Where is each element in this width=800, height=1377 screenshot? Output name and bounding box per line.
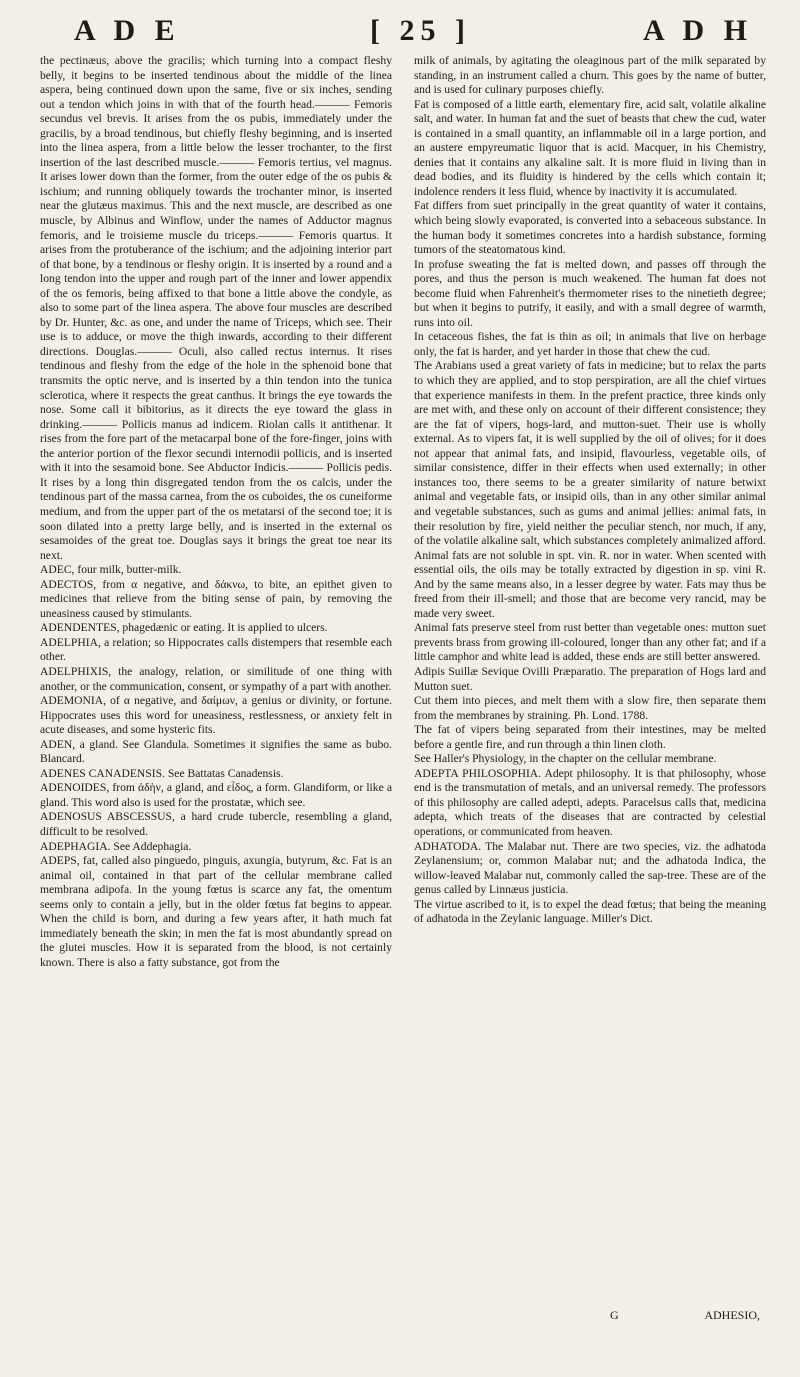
signature-mark: G <box>610 1308 619 1322</box>
paragraph: Adipis Suillæ Sevique Ovilli Præparatio. The preparation of Hogs lard and Mutton suet. <box>414 664 766 693</box>
paragraph: ADELPHIA, a relation; so Hippocrates calls distempers that resemble each other. <box>40 635 392 664</box>
paragraph: In profuse sweating the fat is melted down, and passes off through the pores, and thus the person is much weakened. The human fat does not become fluid when Fahrenheit's thermometer rises to the ninetieth degree; but when it begins to putrify, it easily, and with a small degree of warmth, runs into oil. <box>414 257 766 329</box>
paragraph: ADEC, four milk, butter-milk. <box>40 563 182 577</box>
page-header <box>40 14 766 54</box>
paragraph: Cut them into pieces, and melt them with a slow fire, then separate them from the membranes by straining. Ph. Lond. 1788. <box>414 694 766 722</box>
paragraph: ADENES CANADENSIS. See Battatas Canadensis. <box>40 766 284 780</box>
paragraph: ADENOIDES, from ἀδὴν, a gland, and εἶδος, a form. Glandiform, or like a gland. This word also is used for the prostatæ, which see. <box>40 781 392 809</box>
page-footer <box>610 1308 760 1323</box>
paragraph: the pectinæus, above the gracilis; which turning into a compact fleshy belly, it begins to be inserted tendinous about the middle of the linea aspera, being continued down upon the same, five or six inches, sending out a tendon which joins in with that of the fourth head.——— Femoris secundus vel brevis. It arises from the os pubis, immediately under the gracilis, by a broad tendinous, but chiefly fleshy beginning, and is inserted into the linea aspera, from a little below the lesser trochanter, to the first insertion of the last described muscle.——— Femoris tertius, vel magnus. It arises lower down than the former, from the outer edge of the os pubis & ischium; and running obliquely towards the trochanter minor, is inserted near the glutæus maximus. This and the next muscle, are described as one muscle, by Albinus and Winflow, under the names of Adductor magnus femoris, and le troisieme muscle du triceps.——— Femoris quartus. It arises from the protuberance of the ischium; and the adjoining interior part of that bone, by a tendinous or fleshy origin. It is inserted by a round and a long tendon into the upper and rough part of the inner and lower appendix of the os femoris, being affixed to that bone a little above the condyle, as also to some part of the linea aspera. The above four muscles are described by Dr. Hunter, &c. as one, and under the name of Triceps, which see. Their use is to adduce, or move the thigh inwards, according to their different directions. Douglas.——— Oculi, also called rectus internus. It rises tendinous and fleshy from the edge of the hole in the sphenoid bone that transmits the optic nerve, and is inserted by a thin tendon into the tunica sclerotica, where it respects the great canthus. It brings the eye towards the nose. Some call it bibitorius, as it directs the eye toward the glass in drinking.——— Pollicis manus ad indicem. Riolan calls it antithenar. It rises from the fore part of the metacarpal bone of the fore-finger, joins with the anterior portion of the flexor secundi internodii pollicis, and is inserted with it into the sesamoid bone. See Abductor Indicis.——— Pollicis pedis. It rises by a long thin disgregated tendon from the os calcis, under the tendinous part of the massa carnea, from the os cuboides, the os cuneiforme medium, and from the upper part of the os metatarsi of the second toe; it is soon dilated into a pretty large belly, and is inserted in the external os sesamoides of the great toe. Douglas says it brings the great toe near its next. <box>40 54 392 562</box>
paragraph: Animal fats preserve steel from rust better than vegetable ones: mutton suet prevents brass from growing ill-coloured, longer than any other fat; and if a little camphor and white lead is added, these ends are still better answered. <box>414 621 766 664</box>
running-head-left: A D E <box>74 14 181 47</box>
paragraph: ADEN, a gland. See Glandula. Sometimes it signifies the same as bubo. Blancard. <box>40 737 392 766</box>
paragraph: The fat of vipers being separated from their intestines, may be melted before a gentle fire, and run through a thin linen cloth. <box>414 723 766 751</box>
catchword: ADHESIO, <box>704 1308 760 1322</box>
paragraph: milk of animals, by agitating the oleaginous part of the milk separated by standing, in an instrument called a churn. This goes by the name of butter, and is used for culinary purposes chiefly. <box>414 54 766 97</box>
paragraph: Animal fats are not soluble in spt. vin. R. nor in water. When scented with essential oils, the oils may be totally extracted by digestion in sp. vini R. And by the same means also, in a lesser degree by water. Fats may thus be freed from their ill-smell; and those that are become very rancid, may be made very sweet. <box>414 548 766 620</box>
running-head-right: A D H <box>643 14 754 47</box>
paragraph: ADEPHAGIA. See Addephagia. <box>40 839 192 853</box>
paragraph: ADENDENTES, phagedænic or eating. It is applied to ulcers. <box>40 621 328 635</box>
paragraph: Fat differs from suet principally in the great quantity of water it contains, which being slowly evaporated, is converted into a sebaceous substance. In the human body it sometimes concretes into a hardish substance, forming tumors of the steatomatous kind. <box>414 199 766 257</box>
paragraph: Fat is composed of a little earth, elementary fire, acid salt, volatile alkaline salt, and water. In human fat and the suet of beasts that chew the cud, water is contained in a small quantity, an inflammable oil in a large portion, and an austere empyreumatic liquor that is acid. Macquer, in his Chemistry, denies that it contains any alkaline salt. It is more fluid in living than in dead bodies, and its fluidity is hindered by the cells which contain it; indolence renders it less fluid, whence by inactivity it is accumulated. <box>414 97 766 198</box>
left-column <box>40 54 392 970</box>
paragraph: ADHATODA. The Malabar nut. There are two species, viz. the adhatoda Zeylanensium; or, common Malabar nut; and the adhatoda Indica, the willow-leaved Malabar nut, commonly called the sap-tree. These are of the genus called by Linnæus justicia. <box>414 839 766 897</box>
page-number: [ 25 ] <box>370 14 471 47</box>
paragraph: See Haller's Physiology, in the chapter on the cellular membrane. <box>414 752 717 766</box>
paragraph: In cetaceous fishes, the fat is thin as oil; in animals that live on herbage only, the fat is harder, and yet harder in those that chew the cud. <box>414 330 766 358</box>
paragraph: ADECTOS, from α negative, and δάκνω, to bite, an epithet given to medicines that relieve from the biting sense of pain, by removing the uneasiness caused by stimulants. <box>40 577 392 620</box>
paragraph: ADELPHIXIS, the analogy, relation, or similitude of one thing with another, or the communication, consent, or sympathy of a part with another. <box>40 664 392 693</box>
paragraph: ADENOSUS ABSCESSUS, a hard crude tubercle, resembling a gland, difficult to be resolved. <box>40 810 392 838</box>
paragraph: ADEPTA PHILOSOPHIA. Adept philosophy. It is that philosophy, whose end is the transmutation of metals, and an universal remedy. The professors of this philosophy are called adepti, adepts. Paracelsus calls that, medicina adepta, which treats of the diseases that are contracted by celestial operations, or communicated from heaven. <box>414 766 766 838</box>
right-column <box>414 54 766 970</box>
paragraph: The Arabians used a great variety of fats in medicine; but to relax the parts to which they are applied, and to stop perspiration, are all the chief virtues that experience manifests in them. In the prefent practice, three kinds only are met with, and these only on account of their different consistence; they are the fat of vipers, hogs-lard, and mutton-suet. Their use is wholly external. As to vipers fat, it is well supplied by the oil of olives; for it does not appear that animal fats, and insipid, flavourless, vegetable oils, of similar consistence, differ in their effects when used externally; in other instances too, there seems to be a greater similarity of nature betwixt animal and vegetable fats, or insipid oils, than in any other similar animal and vegetable substances, such as gums and animal jellies: animal fats, in their resolution by fire, yield neither the peculiar stench, nor much, if any, of the volatile alkaline salt, which substances completely animalized afford. <box>414 359 766 548</box>
paragraph: The virtue ascribed to it, is to expel the dead fœtus; that being the meaning of adhatoda in the Zeylanic language. Miller's Dict. <box>414 897 766 926</box>
paragraph: ADEMONIA, of α negative, and δαίμων, a genius or divinity, or fortune. Hippocrates uses this word for uneasiness, restlessness, or anxiety felt in acute diseases, and some hysteric fits. <box>40 694 392 737</box>
paragraph: ADEPS, fat, called also pinguedo, pinguis, axungia, butyrum, &c. Fat is an animal oil, contained in that part of the cellular membrane called membrana adipofa. In the young fœtus is scarce any fat, the omentum seems only to contain a jelly, but in the older fœtus fat begins to appear. When the child is born, and during a few years after, it hath much fat immediately beneath the skin; in men the fat is most abundantly spread on the glutei muscles. How it is separated from the blood, is not certainly known. There is also a fatty substance, got from the <box>40 854 392 969</box>
text-columns <box>40 54 766 970</box>
